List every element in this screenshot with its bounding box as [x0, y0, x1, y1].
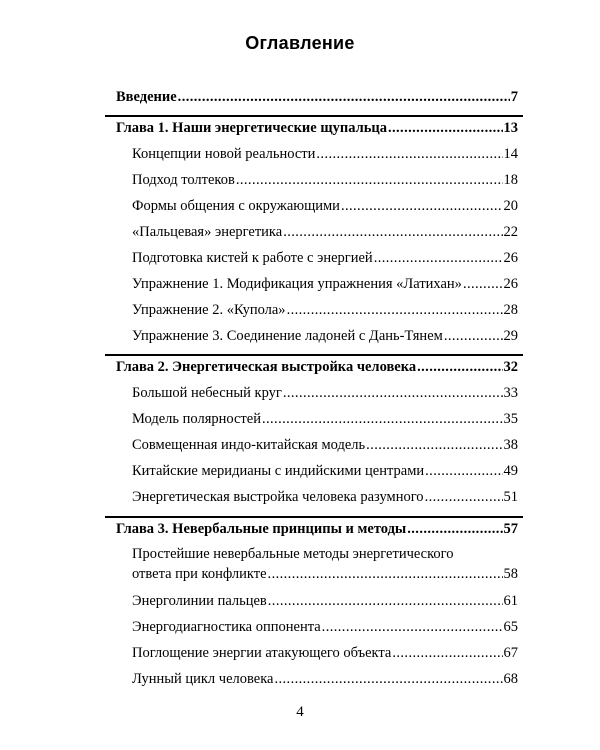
- toc-entry: [132, 645, 518, 662]
- toc-entry-introduction: [116, 89, 518, 106]
- dot-leader: [417, 359, 502, 376]
- dot-leader: [392, 645, 502, 662]
- dot-leader: [262, 411, 503, 428]
- dot-leader: [236, 172, 503, 189]
- toc-entry-chapter-2: [116, 359, 518, 376]
- toc-entry: [132, 198, 518, 215]
- dot-leader: [322, 619, 503, 636]
- entry-page: 65: [503, 619, 518, 635]
- dot-leader: [283, 224, 502, 241]
- entry-title: Введение: [116, 89, 177, 105]
- toc-entry: [132, 593, 518, 610]
- dot-leader: [268, 593, 503, 610]
- entry-title: Глава 2. Энергетическая выстройка человека: [116, 359, 417, 375]
- dot-leader: [425, 489, 503, 506]
- entry-page: 49: [503, 463, 518, 479]
- entry-page: 26: [503, 250, 518, 266]
- toc-entry: [132, 146, 518, 163]
- entry-page: 67: [503, 645, 518, 661]
- entry-title: Китайские меридианы с индийскими центрами: [132, 463, 425, 479]
- toc-entry-chapter-3: [116, 521, 518, 538]
- entry-title: Глава 1. Наши энергетические щупальца: [116, 120, 387, 136]
- entry-page: 20: [503, 198, 518, 214]
- entry-page: 58: [503, 566, 518, 582]
- entry-title: Энергодиагностика оппонента: [132, 619, 321, 635]
- toc-entry: [132, 437, 518, 454]
- toc-entry: [132, 671, 518, 688]
- toc-entry: [132, 276, 518, 293]
- entry-title: Поглощение энергии атакующего объекта: [132, 645, 392, 661]
- page-title: Оглавление: [245, 33, 355, 53]
- toc-entry: [132, 411, 518, 428]
- toc-entry-chapter-1: [116, 120, 518, 137]
- toc-entry: [132, 302, 518, 319]
- dot-leader: [274, 671, 502, 688]
- entry-page: 29: [503, 328, 518, 344]
- toc-entry: [132, 546, 518, 583]
- entry-page: 7: [510, 89, 518, 105]
- entry-page: 61: [503, 593, 518, 609]
- entry-title: Энергетическая выстройка человека разумного: [132, 489, 424, 505]
- entry-page: 51: [503, 489, 518, 505]
- entry-page: 32: [503, 359, 518, 375]
- entry-page: 13: [503, 120, 518, 136]
- entry-title: Совмещенная индо-китайская модель: [132, 437, 366, 453]
- dot-leader: [463, 276, 503, 293]
- entry-page: 26: [503, 276, 518, 292]
- entry-title: Концепции новой реальности: [132, 146, 316, 162]
- entry-title: «Пальцевая» энергетика: [132, 224, 283, 240]
- entry-title: Большой небесный круг: [132, 385, 282, 401]
- dot-leader: [283, 385, 503, 402]
- entry-title: Простейшие невербальные методы энергетического: [132, 546, 454, 562]
- entry-title: Упражнение 3. Соединение ладоней с Дань-Тянем: [132, 328, 443, 344]
- toc-entry: [132, 250, 518, 267]
- dot-leader: [316, 146, 502, 163]
- entry-page: 68: [503, 671, 518, 687]
- toc-entry: [132, 619, 518, 636]
- entry-title: Модель полярностей: [132, 411, 261, 427]
- entry-title: Лунный цикл человека: [132, 671, 274, 687]
- entry-page: 38: [503, 437, 518, 453]
- entry-title-continued: ответа при конфликте: [132, 566, 267, 582]
- dot-leader: [366, 437, 502, 454]
- dot-leader: [407, 521, 502, 538]
- page-number: 4: [296, 704, 304, 720]
- toc-entry: [132, 172, 518, 189]
- entry-page: 57: [503, 521, 518, 537]
- dot-leader: [444, 328, 503, 345]
- dot-leader: [268, 566, 503, 583]
- toc-entry: [132, 328, 518, 345]
- entry-page: 35: [503, 411, 518, 427]
- entry-title: Подготовка кистей к работе с энергией: [132, 250, 373, 266]
- entry-page: 14: [503, 146, 518, 162]
- dot-leader: [425, 463, 502, 480]
- entry-title: Энерголинии пальцев: [132, 593, 267, 609]
- entry-page: 28: [503, 302, 518, 318]
- entry-title: Упражнение 1. Модификация упражнения «Латихан»: [132, 276, 462, 292]
- dot-leader: [374, 250, 503, 267]
- dot-leader: [388, 120, 503, 137]
- entry-page: 18: [503, 172, 518, 188]
- entry-page: 33: [503, 385, 518, 401]
- toc-entry: [132, 385, 518, 402]
- dot-leader: [341, 198, 503, 215]
- dot-leader: [178, 89, 510, 106]
- entry-page: 22: [503, 224, 518, 240]
- entry-title: Подход толтеков: [132, 172, 235, 188]
- dot-leader: [287, 302, 503, 319]
- entry-title: Упражнение 2. «Купола»: [132, 302, 286, 318]
- toc-entry: [132, 463, 518, 480]
- entry-title: Формы общения с окружающими: [132, 198, 340, 214]
- entry-title: Глава 3. Невербальные принципы и методы: [116, 521, 407, 537]
- toc-entry: [132, 224, 518, 241]
- toc-entry: [132, 489, 518, 506]
